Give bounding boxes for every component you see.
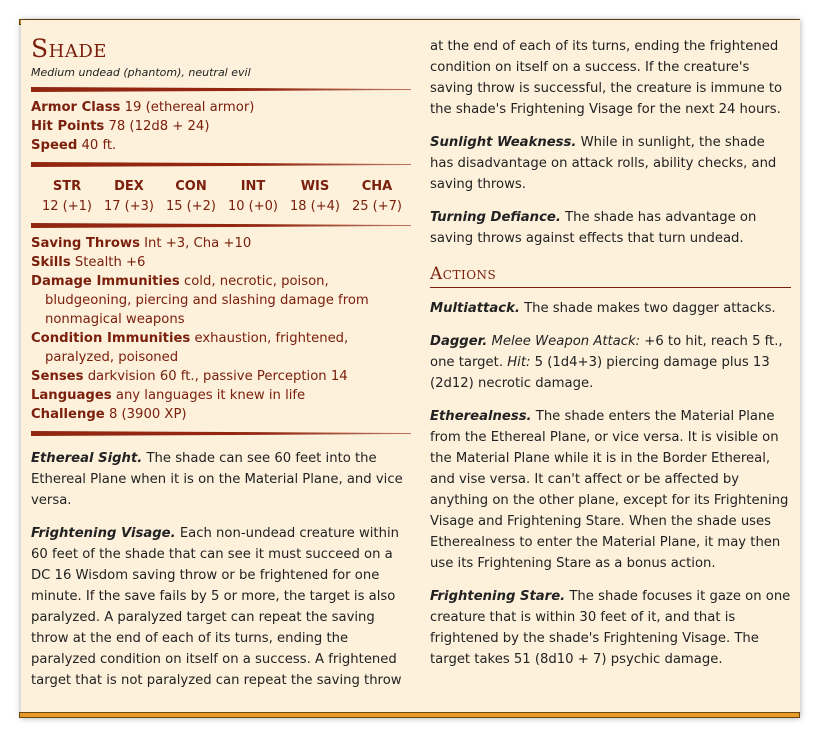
skills: [31, 253, 411, 272]
armor-class-value: 19 (ethereal armor): [124, 100, 255, 115]
ability-name: DEX: [114, 179, 144, 194]
saving-throws-value: Int +3, Cha +10: [144, 236, 252, 251]
senses: [31, 367, 411, 386]
ability-name: CON: [175, 179, 207, 194]
divider: [31, 87, 411, 92]
trait-title: Sunlight Weakness.: [430, 135, 577, 150]
skills-label: Skills: [31, 255, 71, 270]
ability-wis: [287, 176, 343, 216]
action-etherealness: [430, 406, 791, 574]
trait-ethereal-sight: [31, 448, 411, 511]
ability-value: 12 (+1): [42, 199, 92, 214]
action-multiattack: [430, 298, 791, 319]
divider: [31, 431, 411, 436]
hit-points: [31, 117, 411, 136]
actions-heading: Actions: [430, 263, 791, 288]
ability-name: WIS: [300, 179, 330, 194]
trait-frightening-visage: [31, 523, 411, 691]
trait-text: Each non-undead creature within 60 feet of the shade that can see it must succeed on a DC 16 Wisdom saving throw or be frightened for one minute. If the save fails by 5 or more, the target is also paralyzed. A paralyzed target can repeat the saving throw at the end of each of its turns, ending the paralyzed condition on itself on a success. A frightened target that is not paralyzed can repeat the saving throw: [31, 526, 402, 688]
challenge: [31, 405, 411, 424]
action-text: The shade enters the Material Plane from the Ethereal Plane, or vice versa. It is visible on the Material Plane while it is in the Border Ethereal, and vise versa. It can't affect or be affected by anything on the other plane, except for its Frightening Visage and Frightening Stare. When the shade uses Etherealness to enter the Material Plane, it may then use its Frightening Stare as a bonus action.: [430, 409, 789, 571]
action-text: The shade makes two dagger attacks.: [524, 301, 776, 316]
ability-scores: [31, 173, 411, 216]
speed-value: 40 ft.: [81, 138, 117, 153]
action-text: The shade focuses it gaze on one creature that is within 30 feet of it, and that is frightened by the shade's Frightening Visage. The target takes 51 (8d10 + 7) psychic damage.: [430, 589, 791, 667]
ability-value: 15 (+2): [166, 199, 216, 214]
languages-label: Languages: [31, 388, 112, 403]
ability-value: 18 (+4): [290, 199, 340, 214]
trait-text: While in sunlight, the shade has disadvantage on attack rolls, ability checks, and saving throws.: [430, 135, 777, 192]
trait-title: Turning Defiance.: [430, 210, 561, 225]
speed: [31, 136, 411, 155]
damage-immunities-label: Damage Immunities: [31, 274, 180, 289]
action-title: Frightening Stare.: [430, 589, 566, 604]
divider: [31, 223, 411, 228]
hit-label: Hit:: [507, 355, 531, 370]
attack-text: +6 to hit, reach 5 ft., one target.: [430, 334, 783, 370]
senses-value: darkvision 60 ft., passive Perception 14: [87, 369, 348, 384]
ability-value: 17 (+3): [104, 199, 154, 214]
speed-label: Speed: [31, 138, 78, 153]
divider: [31, 162, 411, 167]
trait-text: at the end of each of its turns, ending the frightened condition on itself on a success. If the creature's saving throw is successful, the creature is immune to the shade's Frightening Visage for the next 24 hours.: [430, 39, 783, 117]
condition-immunities-value: exhaustion, frightened, paralyzed, poisoned: [45, 331, 349, 365]
trait-turning-defiance: [430, 207, 791, 249]
ability-name: CHA: [361, 179, 393, 194]
trait-title: Frightening Visage.: [31, 526, 176, 541]
ability-int: [225, 176, 281, 216]
action-title: Dagger.: [430, 334, 488, 349]
ability-name: STR: [52, 179, 82, 194]
armor-class-label: Armor Class: [31, 100, 121, 115]
skills-value: Stealth +6: [74, 255, 146, 270]
trait-text: The shade has advantage on saving throws against effects that turn undead.: [430, 210, 757, 246]
hit-points-label: Hit Points: [31, 119, 105, 134]
saving-throws: [31, 234, 411, 253]
right-column: [430, 36, 791, 682]
bottom-border-bar: [19, 712, 800, 718]
ability-con: [163, 176, 219, 216]
armor-class: [31, 98, 411, 117]
condition-immunities-label: Condition Immunities: [31, 331, 191, 346]
ability-value: 10 (+0): [228, 199, 278, 214]
senses-label: Senses: [31, 369, 84, 384]
trait-sunlight-weakness: [430, 132, 791, 195]
ability-cha: [349, 176, 405, 216]
action-title: Etherealness.: [430, 409, 532, 424]
ability-name: INT: [240, 179, 266, 194]
languages: [31, 386, 411, 405]
trait-text: The shade can see 60 feet into the Ethereal Plane when it is on the Material Plane, and vice versa.: [31, 451, 403, 508]
left-column: [31, 30, 411, 703]
trait-frightening-visage-continued: [430, 36, 791, 120]
creature-name: Shade: [31, 34, 107, 63]
ability-str: [39, 176, 95, 216]
action-title: Multiattack.: [430, 301, 520, 316]
creature-type: Medium undead (phantom), neutral evil: [31, 66, 251, 79]
damage-immunities-value: cold, necrotic, poison, bludgeoning, piercing and slashing damage from nonmagical weapons: [45, 274, 369, 327]
attack-type: Melee Weapon Attack:: [491, 334, 641, 349]
damage-immunities: [31, 272, 411, 329]
ability-value: 25 (+7): [352, 199, 402, 214]
saving-throws-label: Saving Throws: [31, 236, 140, 251]
action-dagger: [430, 331, 791, 394]
challenge-label: Challenge: [31, 407, 105, 422]
challenge-value: 8 (3900 XP): [108, 407, 187, 422]
ability-dex: [101, 176, 157, 216]
condition-immunities: [31, 329, 411, 367]
stat-block: [21, 20, 800, 718]
languages-value: any languages it knew in life: [115, 388, 306, 403]
hit-points-value: 78 (12d8 + 24): [108, 119, 210, 134]
trait-title: Ethereal Sight.: [31, 451, 143, 466]
action-frightening-stare: [430, 586, 791, 670]
hit-text: 5 (1d4+3) piercing damage plus 13 (2d12) necrotic damage.: [430, 355, 770, 391]
